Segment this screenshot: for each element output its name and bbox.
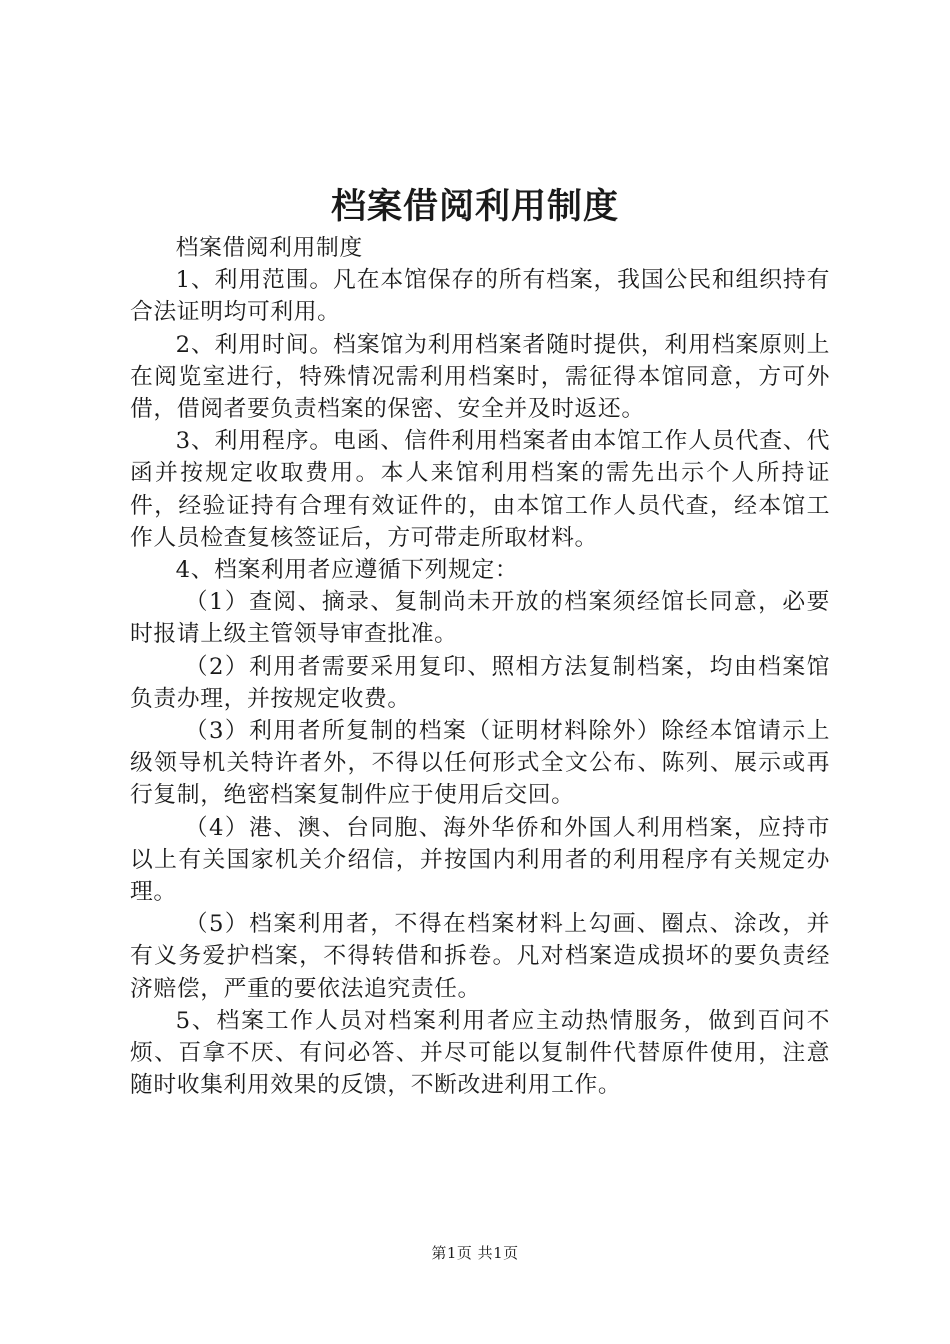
- paragraph-item-5: 5、档案工作人员对档案利用者应主动热情服务，做到百问不烦、百拿不厌、有问必答、并尽可能以复制件代替原件使用，注意随时收集利用效果的反馈，不断改进利用工作。: [130, 1007, 830, 1099]
- paragraph-item-3: 3、利用程序。电函、信件利用档案者由本馆工作人员代查、代函并按规定收取费用。本人来馆利用档案的需先出示个人所持证件，经验证持有合理有效证件的，由本馆工作人员代查，经本馆工作人员检查复核签证后，方可带走所取材料。: [130, 428, 830, 551]
- paragraph-subitem-1: （1）查阅、摘录、复制尚未开放的档案须经馆长同意，必要时报请上级主管领导审查批准。: [130, 589, 830, 648]
- paragraph-heading: 档案借阅利用制度: [175, 235, 363, 261]
- paragraph-subitem-5: （5）档案利用者，不得在档案材料上勾画、圈点、涂改，并有义务爱护档案，不得转借和拆卷。凡对档案造成损坏的要负责经济赔偿，严重的要依法追究责任。: [130, 911, 830, 1002]
- paragraph-subitem-4: （4）港、澳、台同胞、海外华侨和外国人利用档案，应持市以上有关国家机关介绍信，并按国内利用者的利用程序有关规定办理。: [130, 814, 830, 906]
- paragraph-subitem-2: （2）利用者需要采用复印、照相方法复制档案，均由档案馆负责办理，并按规定收费。: [130, 653, 830, 712]
- document-body: [130, 232, 830, 1101]
- page-number-footer: 第1页 共1页: [431, 1244, 519, 1262]
- paragraph-item-1: 1、利用范围。凡在本馆保存的所有档案，我国公民和组织持有合法证明均可利用。: [130, 267, 830, 326]
- paragraph-item-4: 4、档案利用者应遵循下列规定：: [175, 557, 519, 584]
- document-title: 档案借阅利用制度: [330, 186, 619, 227]
- paragraph-subitem-3: （3）利用者所复制的档案（证明材料除外）除经本馆请示上级领导机关特许者外，不得以任何形式全文公布、陈列、展示或再行复制，绝密档案复制件应于使用后交回。: [130, 718, 830, 809]
- paragraph-item-2: 2、利用时间。档案馆为利用档案者随时提供，利用档案原则上在阅览室进行，特殊情况需利用档案时，需征得本馆同意，方可外借，借阅者要负责档案的保密、安全并及时返还。: [130, 331, 830, 423]
